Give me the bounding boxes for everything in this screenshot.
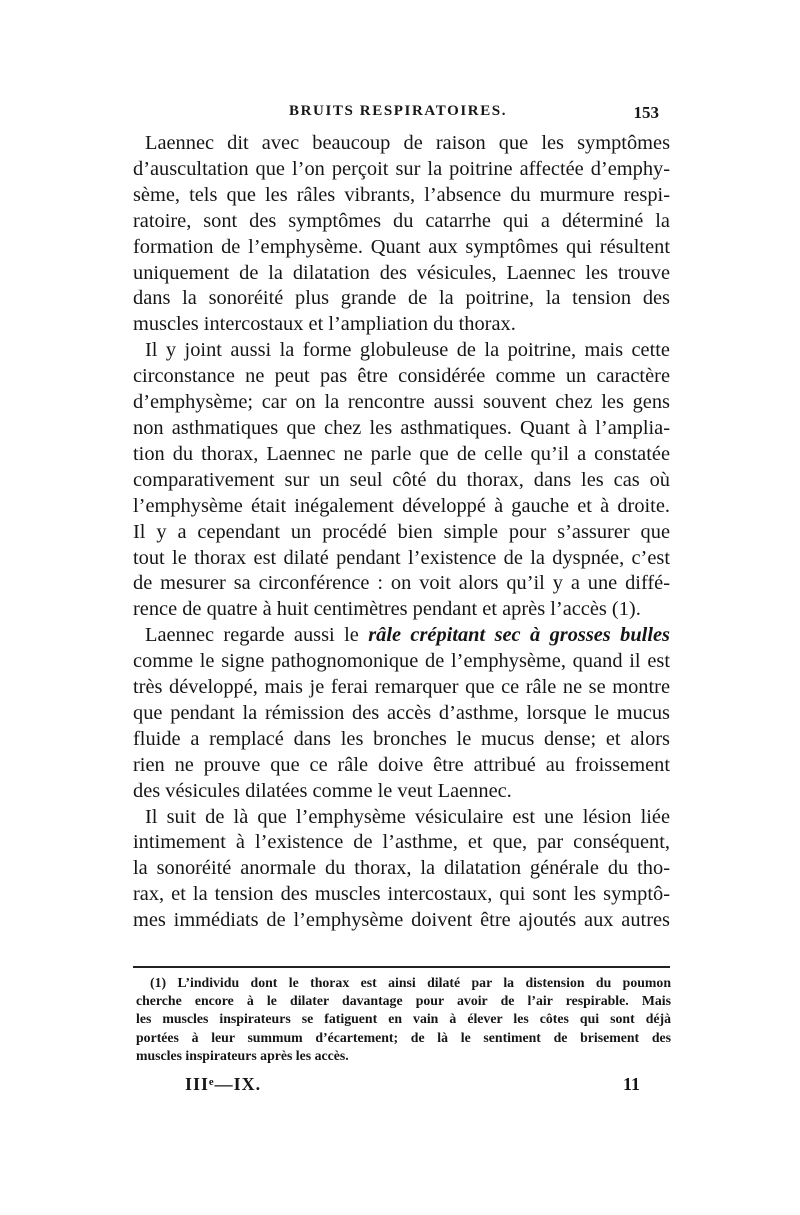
text-line: intimement à l’existence de l’asthme, et que, par conséquent,: [133, 831, 670, 854]
text-line: d’emphysème; car on la rencontre aussi souvent chez les gens: [133, 391, 670, 414]
printer-signature: [185, 1074, 640, 1100]
page-number: 153: [633, 103, 659, 122]
text-line: uniquement de la dilatation des vésicules, Laennec les trouve: [133, 261, 670, 284]
text-line: rax, et la tension des muscles intercostaux, qui sont les symptô-: [133, 883, 670, 906]
text-line: la sonoréité anormale du thorax, la dilatation générale du tho-: [133, 857, 670, 880]
text-line: muscles intercostaux et l’ampliation du thorax.: [133, 313, 516, 336]
running-head: BRUITS RESPIRATOIRES.: [289, 103, 508, 119]
footnote-line: muscles inspirateurs après les accès.: [136, 1047, 349, 1063]
footnote-line: cherche encore à le dilater davantage pour avoir de l’air respirable. Mais: [136, 993, 671, 1009]
text-line: comparativement sur un seul côté du thorax, dans les cas où: [133, 468, 670, 491]
footnote-line: les muscles inspirateurs se fatiguent en vain à élever les côtes qui sont déjà: [136, 1011, 671, 1027]
main-text: [133, 131, 670, 934]
text-line: non asthmatiques que chez les asthmatiques. Quant à l’amplia-: [133, 416, 670, 439]
footnote-separator: [133, 966, 670, 968]
text-segment: Laennec regarde aussi le: [145, 624, 359, 647]
text-line: rence de quatre à huit centimètres pendant et après l’accès (1).: [133, 598, 641, 621]
text-line-with-emphasis: [133, 623, 670, 649]
text-line: Laennec dit avec beaucoup de raison que les symptômes: [145, 132, 670, 154]
text-line: d’auscultation que l’on perçoit sur la poitrine affectée d’emphy-: [133, 157, 670, 180]
text-line: tout le thorax est dilaté pendant l’existence de la dyspnée, c’est: [133, 546, 670, 569]
text-line: des vésicules dilatées comme le veut Laennec.: [133, 779, 512, 802]
text-line: l’emphysème était inégalement développé à gauche et à droite.: [133, 494, 670, 517]
text-line: sème, tels que les râles vibrants, l’absence du murmure respi-: [133, 183, 670, 206]
emphasized-phrase: râle crépitant sec à grosses bulles: [368, 624, 670, 647]
text-line: rien ne prouve que ce râle doive être attribué au froissement: [133, 753, 670, 776]
footnote-line: (1) L’individu dont le thorax est ainsi dilaté par la distension du poumon: [150, 975, 671, 990]
text-line: ratoire, sont des symptômes du catarrhe qui a déterminé la: [133, 209, 670, 232]
text-line: que pendant la rémission des accès d’asthme, lorsque le mucus: [133, 701, 670, 724]
page-header: [133, 103, 659, 127]
text-line: fluide a remplacé dans les bronches le mucus dense; et alors: [133, 727, 670, 750]
text-line: circonstance ne peut pas être considérée comme un caractère: [133, 365, 670, 388]
text-line: dans la sonoréité plus grande de la poitrine, la tension des: [133, 287, 670, 310]
text-line: très développé, mais je ferai remarquer que ce râle ne se montre: [133, 676, 670, 699]
sheet-number: 11: [622, 1074, 640, 1094]
signature-mark: IIIᵉ—IX.: [185, 1074, 262, 1094]
footnote: [136, 974, 671, 1065]
footnote-line: portées à leur summum d’écartement; de là le sentiment de brisement des: [136, 1029, 671, 1045]
text-line: Il suit de là que l’emphysème vésiculaire est une lésion liée: [145, 805, 670, 828]
text-line: formation de l’emphysème. Quant aux symptômes qui résultent: [133, 235, 670, 258]
text-line: comme le signe pathognomonique de l’emphysème, quand il est: [133, 650, 670, 673]
text-line: Il y a cependant un procédé bien simple pour s’assurer que: [133, 520, 670, 543]
text-line: Il y joint aussi la forme globuleuse de la poitrine, mais cette: [145, 339, 670, 362]
text-line: de mesurer sa circonférence : on voit alors qu’il y a une diffé-: [133, 572, 670, 595]
text-line: tion du thorax, Laennec ne parle que de celle qu’il a constatée: [133, 442, 670, 465]
text-line: mes immédiats de l’emphysème doivent être ajoutés aux autres: [133, 909, 670, 932]
